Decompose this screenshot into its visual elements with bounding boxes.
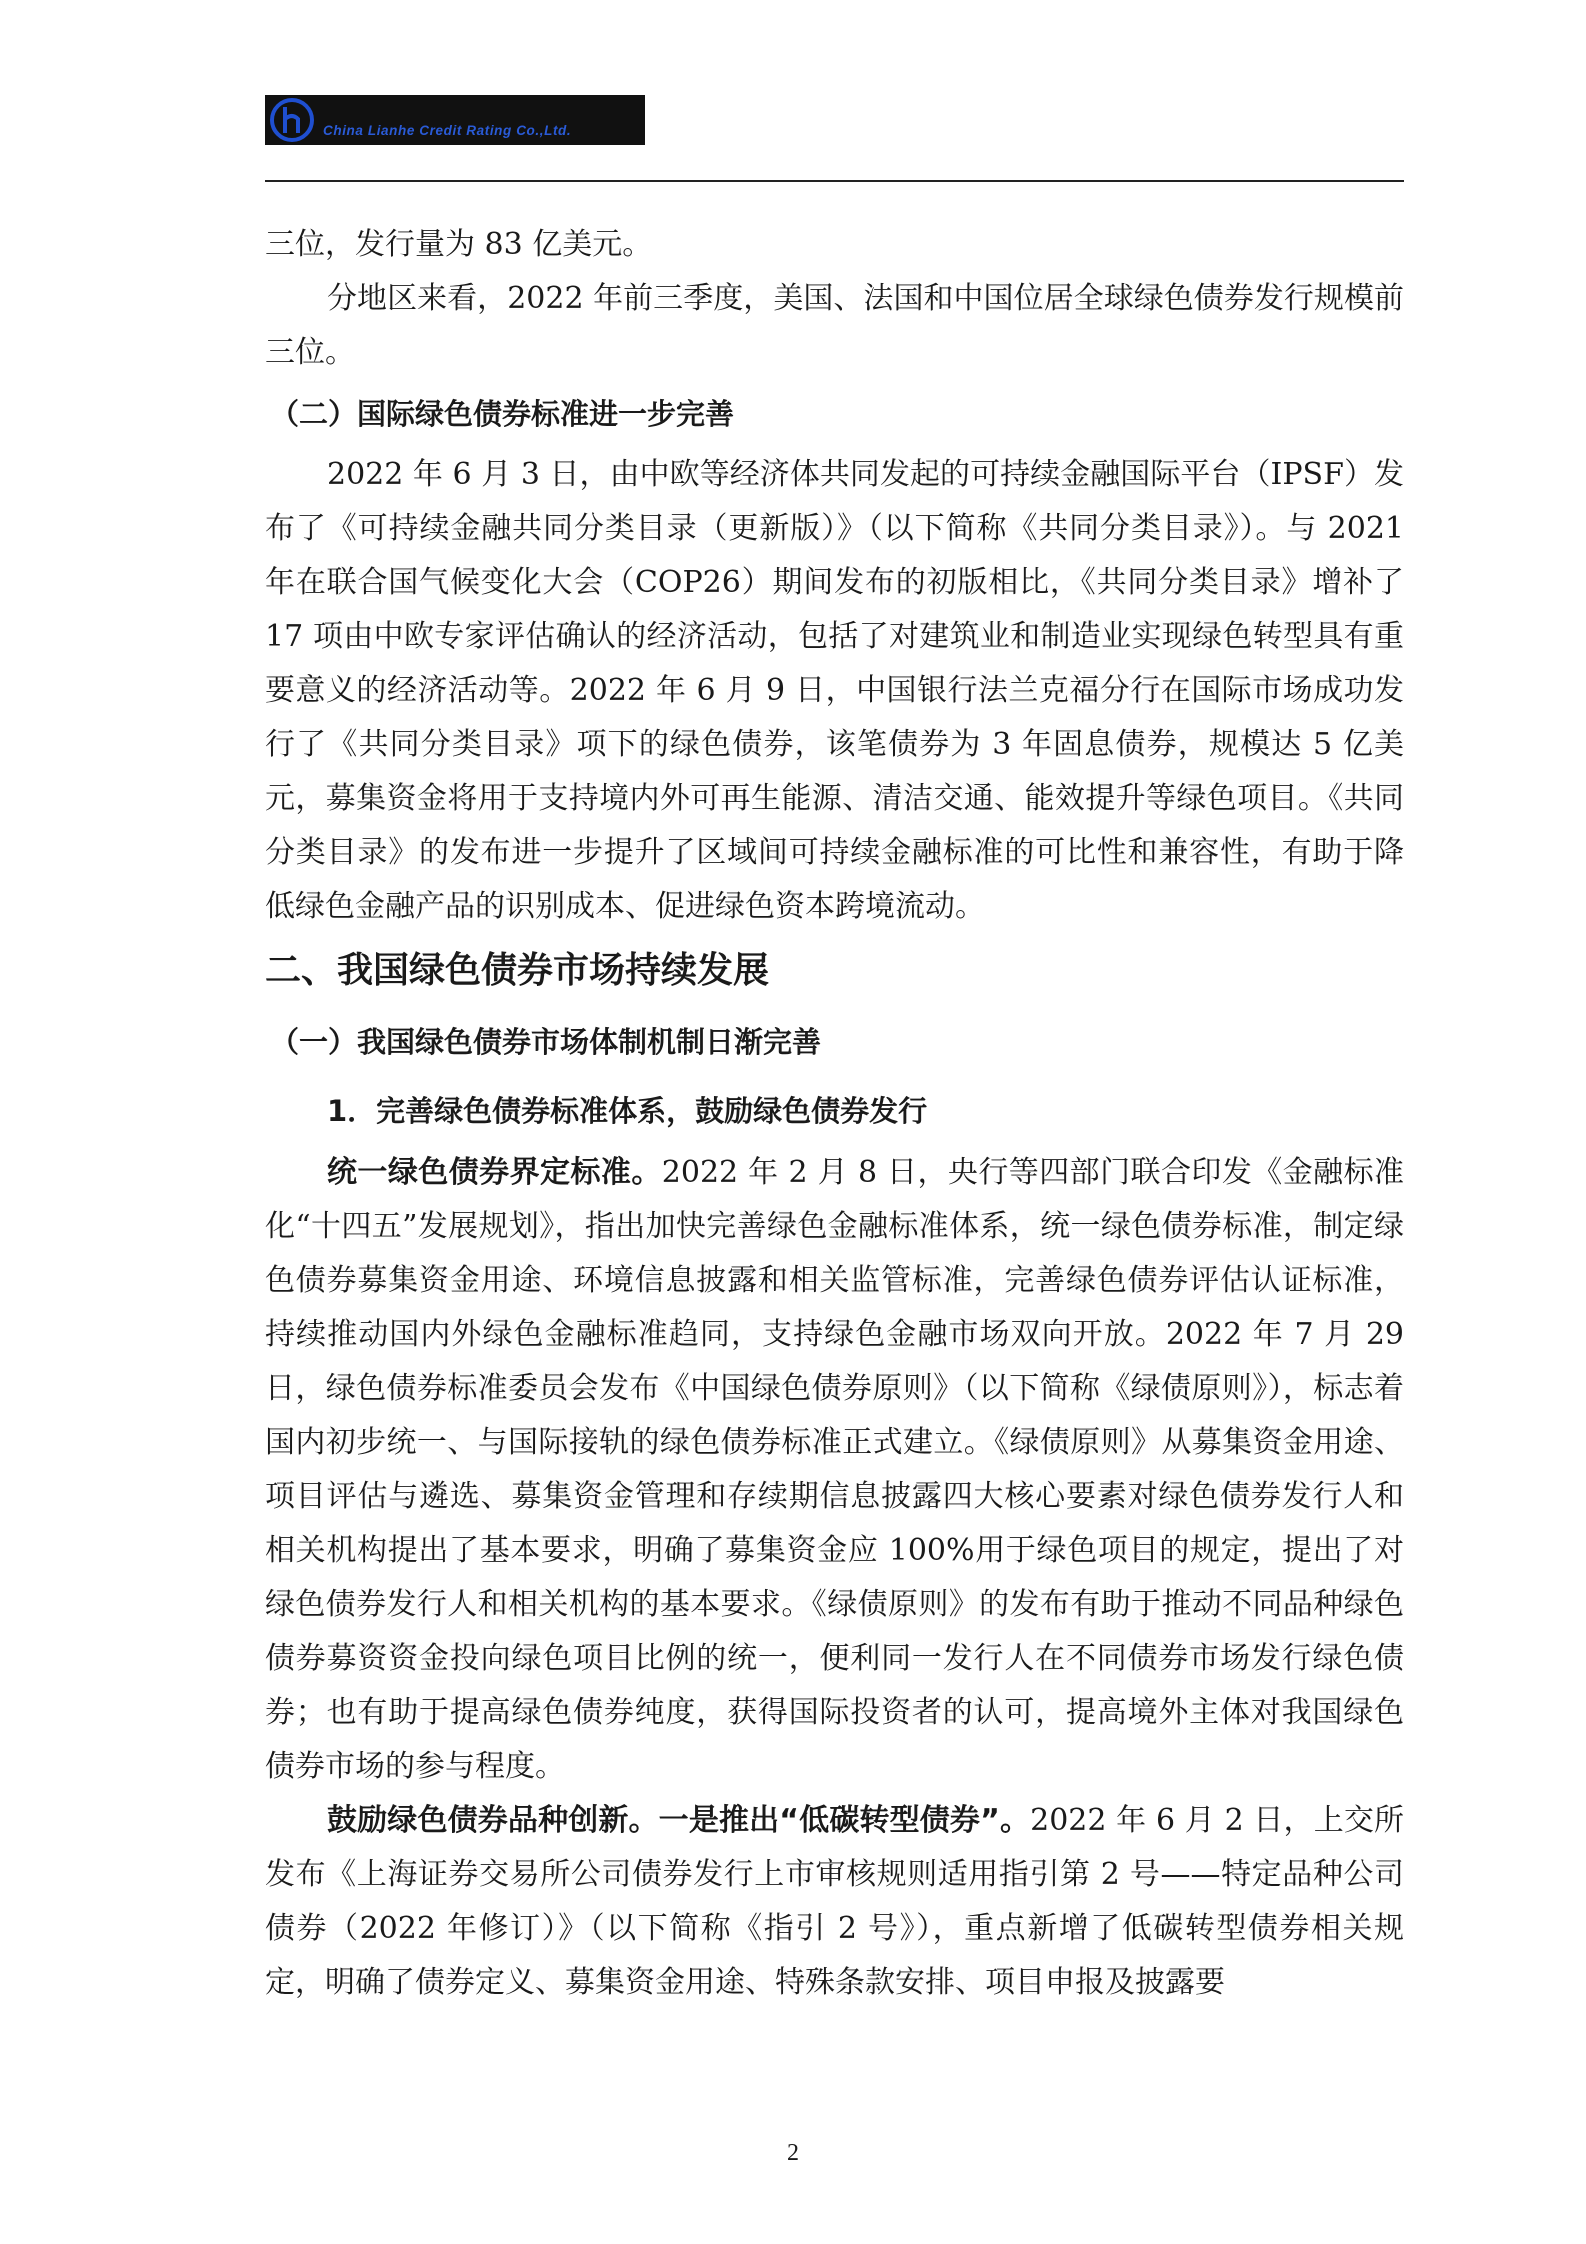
page-number: 2: [787, 2140, 799, 2166]
header-rule: [265, 180, 1404, 182]
item-heading: 1．完善绿色债券标准体系，鼓励绿色债券发行: [327, 1094, 928, 1128]
body-text: [265, 218, 1404, 2010]
paragraph-lead: 统一绿色债券界定标准。: [327, 1155, 662, 1190]
paragraph-ipsf: 2022 年 6 月 3 日，由中欧等经济体共同发起的可持续金融国际平台（IPSF）发布了《可持续金融共同分类目录（更新版）》（以下简称《共同分类目录》）。与 2021 年在联合国气候变化大会（COP26）期间发布的初版相比，《共同分类目录》增补了 17 项由中欧专家评估确认的经济活动，包括了对建筑业和制造业实现绿色转型具有重要意义的经济活动等。2022 年 6 月 9 日，中国银行法兰克福分行在国际市场成功发行了《共同分类目录》项下的绿色债券，该笔债券为 3 年固息债券，规模达 5 亿美元，募集资金将用于支持境内外可再生能源、清洁交通、能效提升等绿色项目。《共同分类目录》的发布进一步提升了区域间可持续金融标准的可比性和兼容性，有助于降低绿色金融产品的识别成本、促进绿色资本跨境流动。: [265, 457, 1404, 924]
paragraph-continuation: 三位，发行量为 83 亿美元。: [265, 227, 653, 262]
subheading-domestic-mechanism: （一）我国绿色债券市场体制机制日渐完善: [270, 1025, 822, 1059]
logo-mark-icon: [265, 95, 319, 145]
paragraph-unified-standards: [265, 1146, 1404, 1794]
logo-text: China Lianhe Credit Rating Co.,Ltd.: [323, 122, 572, 138]
paragraph-innovation: [265, 1794, 1404, 2010]
paragraph-lead: 鼓励绿色债券品种创新。一是推出“低碳转型债券”。: [327, 1803, 1031, 1838]
section-heading: 二、我国绿色债券市场持续发展: [265, 950, 770, 991]
paragraph-regions: 分地区来看，2022 年前三季度，美国、法国和中国位居全球绿色债券发行规模前三位。: [265, 281, 1404, 370]
company-logo: [265, 95, 645, 145]
paragraph-body: 2022 年 6 月 2 日，上交所发布《上海证券交易所公司债券发行上市审核规则适用指引第 2 号——特定品种公司债券（2022 年修订）》（以下简称《指引 2 号》），重点新增了低碳转型债券相关规定，明确了债券定义、募集资金用途、特殊条款安排、项目申报及披露要: [265, 1803, 1404, 2000]
paragraph-body: 2022 年 2 月 8 日，央行等四部门联合印发《金融标准化“十四五”发展规划》，指出加快完善绿色金融标准体系，统一绿色债券标准，制定绿色债券募集资金用途、环境信息披露和相关监管标准，完善绿色债券评估认证标准，持续推动国内外绿色金融标准趋同，支持绿色金融市场双向开放。2022 年 7 月 29 日，绿色债券标准委员会发布《中国绿色债券原则》（以下简称《绿债原则》），标志着国内初步统一、与国际接轨的绿色债券标准正式建立。《绿债原则》从募集资金用途、项目评估与遴选、募集资金管理和存续期信息披露四大核心要素对绿色债券发行人和相关机构提出了基本要求，明确了募集资金应 100%用于绿色项目的规定，提出了对绿色债券发行人和相关机构的基本要求。《绿债原则》的发布有助于推动不同品种绿色债券募资资金投向绿色项目比例的统一，便利同一发行人在不同债券市场发行绿色债券；也有助于提高绿色债券纯度，获得国际投资者的认可，提高境外主体对我国绿色债券市场的参与程度。: [265, 1155, 1405, 1784]
subheading-international-standards: （二）国际绿色债券标准进一步完善: [270, 397, 735, 431]
